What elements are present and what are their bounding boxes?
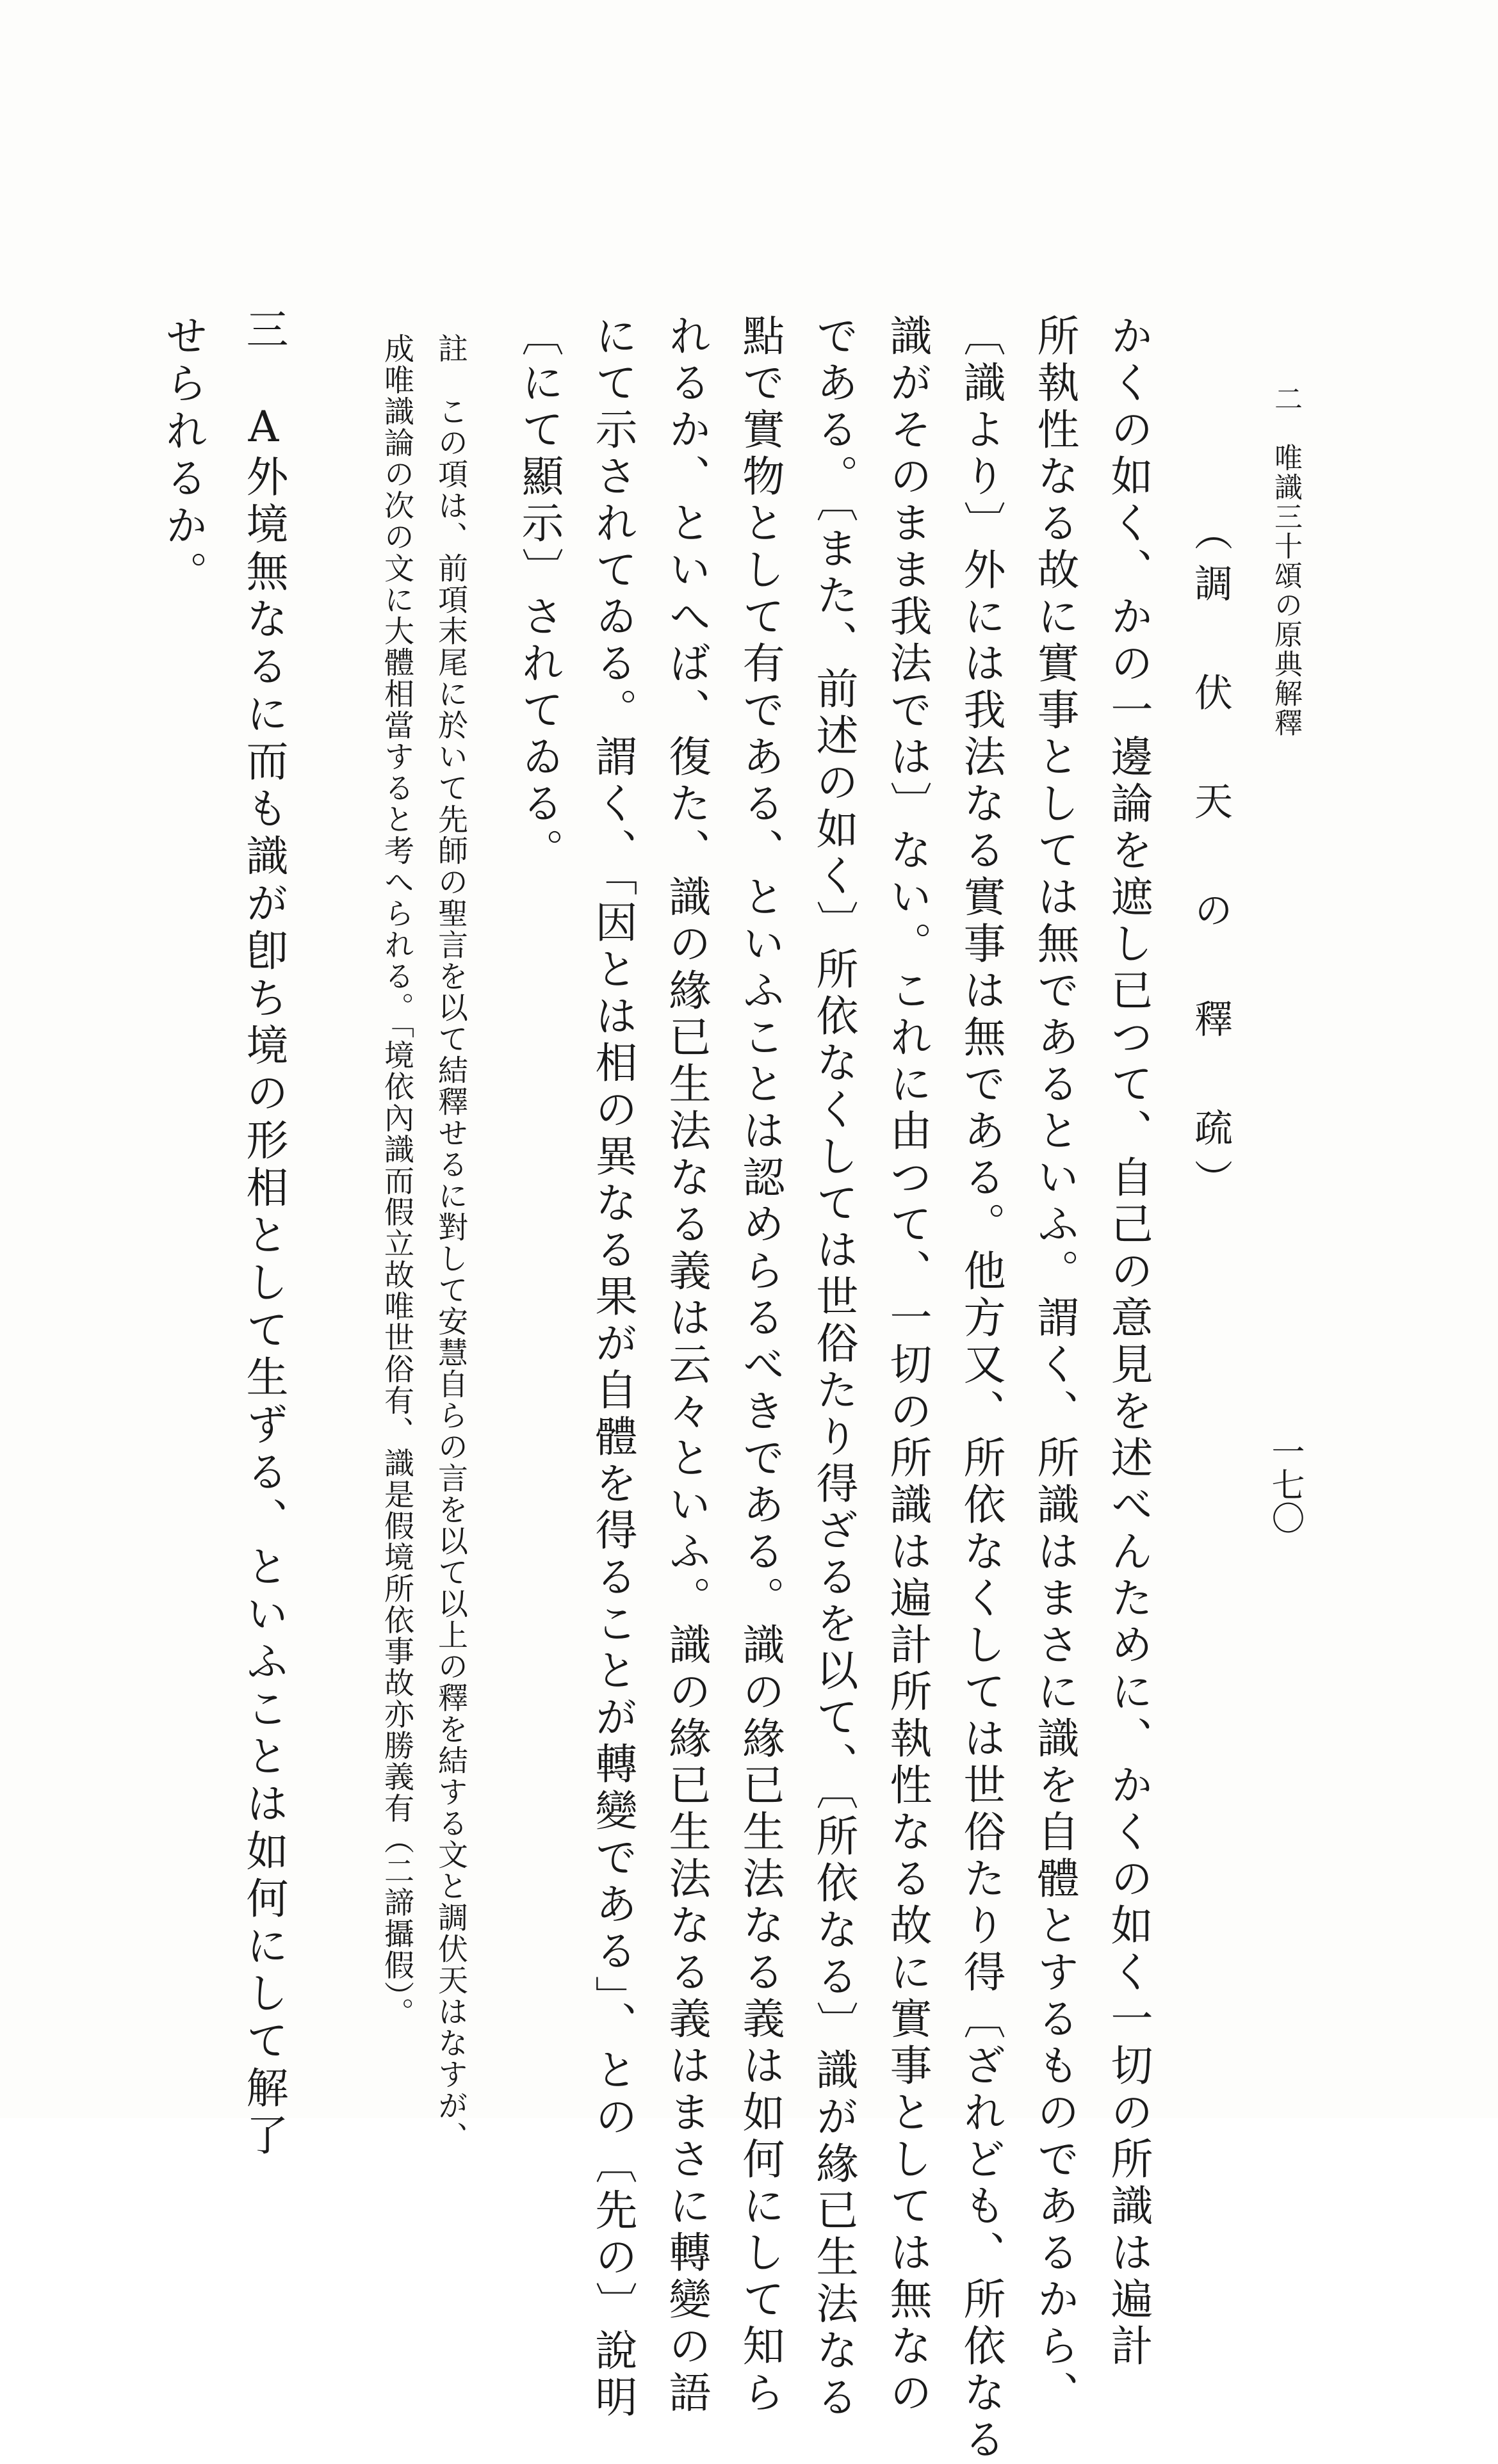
body-line-1: かくの如く、かの一邊論を遮し已つて、自己の意見を述べんために、かくの如く一切の所識は遍計 xyxy=(1103,314,1153,2371)
note-line-1: 註 この項は、前項末尾に於いて先師の聖言を以て結釋せるに對して安慧自らの言を以て以上の釋を結する文と調伏天はなすが、 xyxy=(433,333,468,2153)
body-line-9: 〔にて顯示〕されてゐる。 xyxy=(514,314,564,875)
body-line-2: 所執性なる故に實事としては無であるといふ。謂く、所識はまさに識を自體とするものであるから、 xyxy=(1030,314,1079,2417)
body-line-4: 識がそのまま我法では〕ない。これに由つて、一切の所識は遍計所執性なる故に實事としては無なの xyxy=(883,314,932,2417)
question-text: 外境無なるに而も識が卽ち境の形相として生ずる、といふことは如何にして解了 xyxy=(239,455,288,2160)
body-line-3: 〔識より〕外には我法なる實事は無である。他方又、所依なくしては世俗たり得〔ざれども、所依なる xyxy=(956,314,1005,2464)
body-line-6: 點で實物として有である、といふことは認めらるべきである。識の緣已生法なる義は如何にして知ら xyxy=(735,314,785,2417)
note-line-2: 成唯識論の次の文に大體相當すると考へられる。「境依內識而假立故唯世俗有、識是假境所依事故亦勝義有（二諦攝假）。 xyxy=(379,333,414,2029)
running-head: 二 唯識三十頌の原典解釋 xyxy=(1269,384,1302,738)
question-continuation: せられるか。 xyxy=(158,314,208,598)
page-number: 一七〇 xyxy=(1266,1434,1304,1534)
body-line-8: にて示されてゐる。謂く、「因とは相の異なる果が自體を得ることが轉變である」、との〔先の〕說明 xyxy=(588,314,637,2422)
body-line-5: である。〔また、前述の如く〕所依なくしては世俗たり得ざるを以て、〔所依なる〕識が緣已生法なる xyxy=(809,314,858,2422)
section-title: （調 伏 天 の 釋 疏） xyxy=(1188,512,1233,1210)
body-line-7: れるか、といへば、復た、識の緣已生法なる義は云々といふ。識の緣已生法なる義はまさに轉變の語 xyxy=(662,314,711,2417)
question-label: 三 A xyxy=(239,307,288,457)
